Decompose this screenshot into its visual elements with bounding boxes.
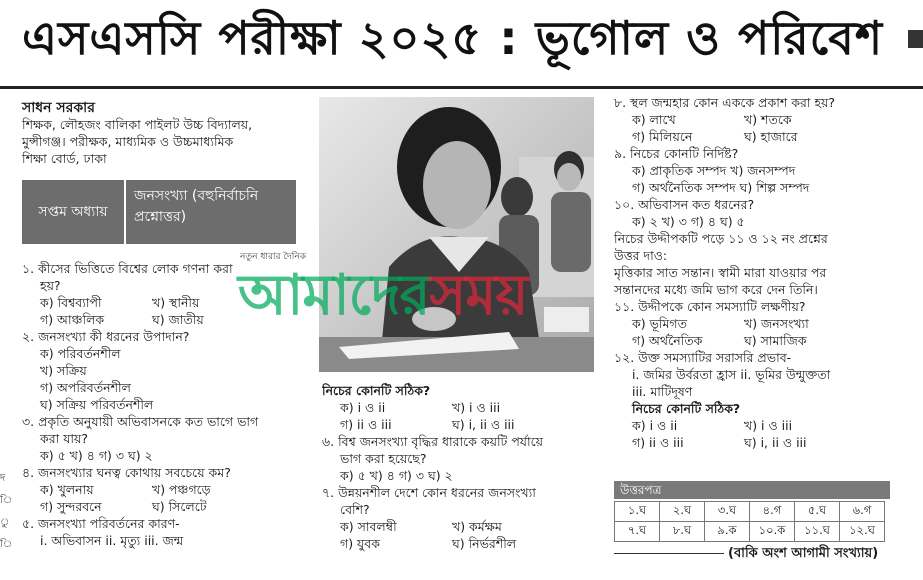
question-line: ঘ) সক্রিয় পরিবর্তনশীল [40, 397, 154, 412]
left-edge-fragments [0, 468, 12, 556]
option: খ) জনসংখ্যা [744, 316, 809, 331]
question-line: ভাগ করা হয়েছে? [340, 451, 427, 466]
question-line: ৭. উন্নয়নশীল দেশে কোন ধরনের জনসংখ্যা [322, 485, 536, 500]
option: খ) i ও iii [452, 400, 501, 415]
question-line: ৬. বিশ্ব জনসংখ্যা বৃদ্ধির ধারাকে কয়টি পর্যায়ে [322, 434, 544, 449]
chapter-title [126, 180, 296, 244]
answer-key-title: উত্তরপত্র [614, 481, 890, 499]
question-line: মৃত্তিকার সাত সন্তান। স্বামী মারা যাওয়ার পর [614, 265, 827, 280]
option-pair [322, 518, 602, 535]
question-column-2 [322, 382, 602, 552]
option: ঘ) i, ii ও iii [452, 417, 515, 432]
question-line: ৮. স্থল জন্মহার কোন এককে প্রকাশ করা হয়? [614, 95, 836, 110]
option: ঘ) i, ii ও iii [744, 435, 807, 450]
question-line: ১২. উক্ত সমস্যাটির সরাসরি প্রভাব- [614, 350, 792, 365]
watermark-tagline: নতুন ধারার দৈনিক [240, 252, 306, 262]
answer-row [615, 522, 885, 542]
option: খ) পঞ্চগড়ে [152, 482, 211, 497]
chapter-title-line: প্রশ্নোত্তর) [134, 209, 187, 225]
question-line: নিচের কোনটি সঠিক? [632, 401, 741, 416]
question-line: ক) ২ খ) ৩ গ) ৪ ঘ) ৫ [632, 214, 745, 229]
watermark-logo [238, 252, 527, 346]
option-pair [322, 399, 602, 416]
author-line: শিক্ষা বোর্ড, ঢাকা [22, 151, 107, 166]
question-line: ১. কীসের ভিত্তিতে বিশ্বের লোক গণনা করা [22, 261, 233, 276]
option: খ) কর্মক্ষম [452, 519, 502, 534]
question-line: iii. মাটিদূষণ [632, 384, 693, 399]
question-line: গ) অর্থনৈতিক সম্পদ ঘ) শিল্প সম্পদ [632, 180, 810, 195]
footer-rule [614, 553, 724, 554]
option-pair [614, 128, 914, 145]
option: ক) সাবলম্বী [340, 519, 397, 534]
option: ক) i ও ii [340, 400, 386, 415]
chapter-title-line: জনসংখ্যা (বহুনির্বাচনি [134, 188, 259, 204]
author-line: মুন্সীগঞ্জ। পরীক্ষক, মাধ্যমিক ও উচ্চমাধ্যমিক [22, 134, 234, 149]
option-pair [322, 535, 602, 552]
chapter-box [22, 180, 296, 244]
question-column-3 [614, 94, 914, 451]
author-info [22, 116, 312, 167]
option: গ) অর্থনৈতিক [632, 333, 703, 348]
top-rule [0, 86, 923, 89]
option-pair [322, 416, 602, 433]
option-pair [22, 498, 312, 515]
option: খ) i ও iii [744, 418, 793, 433]
question-line: গ) অপরিবর্তনশীল [40, 380, 131, 395]
option: ঘ) জাতীয় [152, 312, 204, 327]
question-line: ৩. প্রকৃতি অনুযায়ী অভিবাসনকে কত ভাগে ভাগ [22, 414, 259, 429]
answer-row [615, 502, 885, 522]
question-line: করা যায়? [40, 431, 89, 446]
question-line: বেশি? [340, 502, 370, 517]
edge-fragment: ি [0, 495, 13, 506]
option: ক) ভূমিগত [632, 316, 687, 331]
question-line: উত্তর দাও: [614, 248, 668, 263]
answer-cell: ৫.ঘ [795, 502, 840, 522]
question-line: i. অভিবাসন ii. মৃত্যু iii. জন্ম [40, 533, 184, 548]
question-line: সন্তানদের মধ্যে জমি ভাগ করে দেন তিনি। [614, 282, 818, 297]
option: ক) বিশ্বব্যাপী [40, 295, 102, 310]
option-pair [614, 315, 914, 332]
answer-cell: ২.ঘ [660, 502, 705, 522]
option-pair [614, 417, 914, 434]
option-pair [614, 111, 914, 128]
question-line: ৫. জনসংখ্যা পরিবর্তনের কারণ- [22, 516, 180, 531]
option: ক) লাখে [632, 112, 676, 127]
question-line: ২. জনসংখ্যা কী ধরনের উপাদান? [22, 329, 190, 344]
answer-cell: ১.ঘ [615, 502, 660, 522]
watermark-red: সময় [429, 263, 528, 328]
option: ঘ) সিলেটে [152, 499, 207, 514]
option: ঘ) হাজারে [744, 129, 798, 144]
option: ক) খুলনায় [40, 482, 94, 497]
question-line: খ) সক্রিয় [40, 363, 87, 378]
headline: এসএসসি পরীক্ষা ২০২৫ : ভূগোল ও পরিবেশ [22, 11, 884, 65]
question-line: ক) ৫ খ) ৪ গ) ৩ ঘ) ২ [40, 448, 153, 463]
question-line: ১০. অভিবাসন কত ধরনের? [614, 197, 755, 212]
option: ঘ) নির্ভরশীল [452, 536, 517, 551]
continued-note: (বাকি অংশ আগামী সংখ্যায়) [728, 546, 879, 561]
question-line: ক) ৫ খ) ৪ গ) ৩ ঘ) ২ [340, 468, 453, 483]
answer-cell: ৯.ক [705, 522, 750, 542]
option: গ) যুবক [340, 536, 380, 551]
question-line: হয়? [40, 278, 61, 293]
chapter-number: সপ্তম অধ্যায় [22, 180, 126, 244]
answer-cell: ১১.ঘ [795, 522, 840, 542]
edge-bar [908, 30, 923, 48]
edge-fragment: দ [0, 473, 6, 484]
edge-fragment: ি [0, 539, 13, 550]
option: গ) মিলিয়নে [632, 129, 693, 144]
watermark-green: আমাদের [238, 263, 430, 328]
question-line: ৪. জনসংখ্যার ঘনত্ব কোথায় সবচেয়ে কম? [22, 465, 231, 480]
answer-cell: ৪.গ [750, 502, 795, 522]
option: ক) i ও ii [632, 418, 678, 433]
option-pair [614, 434, 914, 451]
answer-key-table [614, 501, 885, 542]
answer-cell: ৩.ঘ [705, 502, 750, 522]
question-line: ক) পরিবর্তনশীল [40, 346, 121, 361]
edge-fragment: ু [0, 517, 10, 528]
answer-cell: ৭.ঘ [615, 522, 660, 542]
option: ঘ) সামাজিক [744, 333, 807, 348]
question-line: নিচের উদ্দীপকটি পড়ে ১১ ও ১২ নং প্রশ্নের [614, 231, 828, 246]
answer-cell: ৮.ঘ [660, 522, 705, 542]
question-line: নিচের কোনটি সঠিক? [322, 383, 431, 398]
answer-cell: ৬.গ [840, 502, 885, 522]
option: গ) ii ও iii [340, 417, 392, 432]
option-pair [614, 332, 914, 349]
author-name: সাধন সরকার [22, 100, 95, 116]
option: গ) আঞ্চলিক [40, 312, 105, 327]
option: খ) স্থানীয় [152, 295, 200, 310]
option-pair [22, 481, 312, 498]
question-line: i. জমির উর্বরতা হ্রাস ii. ভূমির উন্মুক্ততা [632, 367, 831, 382]
question-line: ১১. উদ্দীপকে কোন সমস্যাটি লক্ষণীয়? [614, 299, 806, 314]
answer-cell: ১০.ক [750, 522, 795, 542]
answer-cell: ১২.ঘ [840, 522, 885, 542]
author-line: শিক্ষক, লৌহজং বালিকা পাইলট উচ্চ বিদ্যালয়, [22, 117, 253, 132]
option: খ) শতকে [744, 112, 792, 127]
option: গ) সুন্দরবনে [40, 499, 102, 514]
question-line: ক) প্রাকৃতিক সম্পদ খ) জনসম্পদ [632, 163, 796, 178]
option: গ) ii ও iii [632, 435, 684, 450]
question-line: ৯. নিচের কোনটি নির্দিষ্ট? [614, 146, 739, 161]
